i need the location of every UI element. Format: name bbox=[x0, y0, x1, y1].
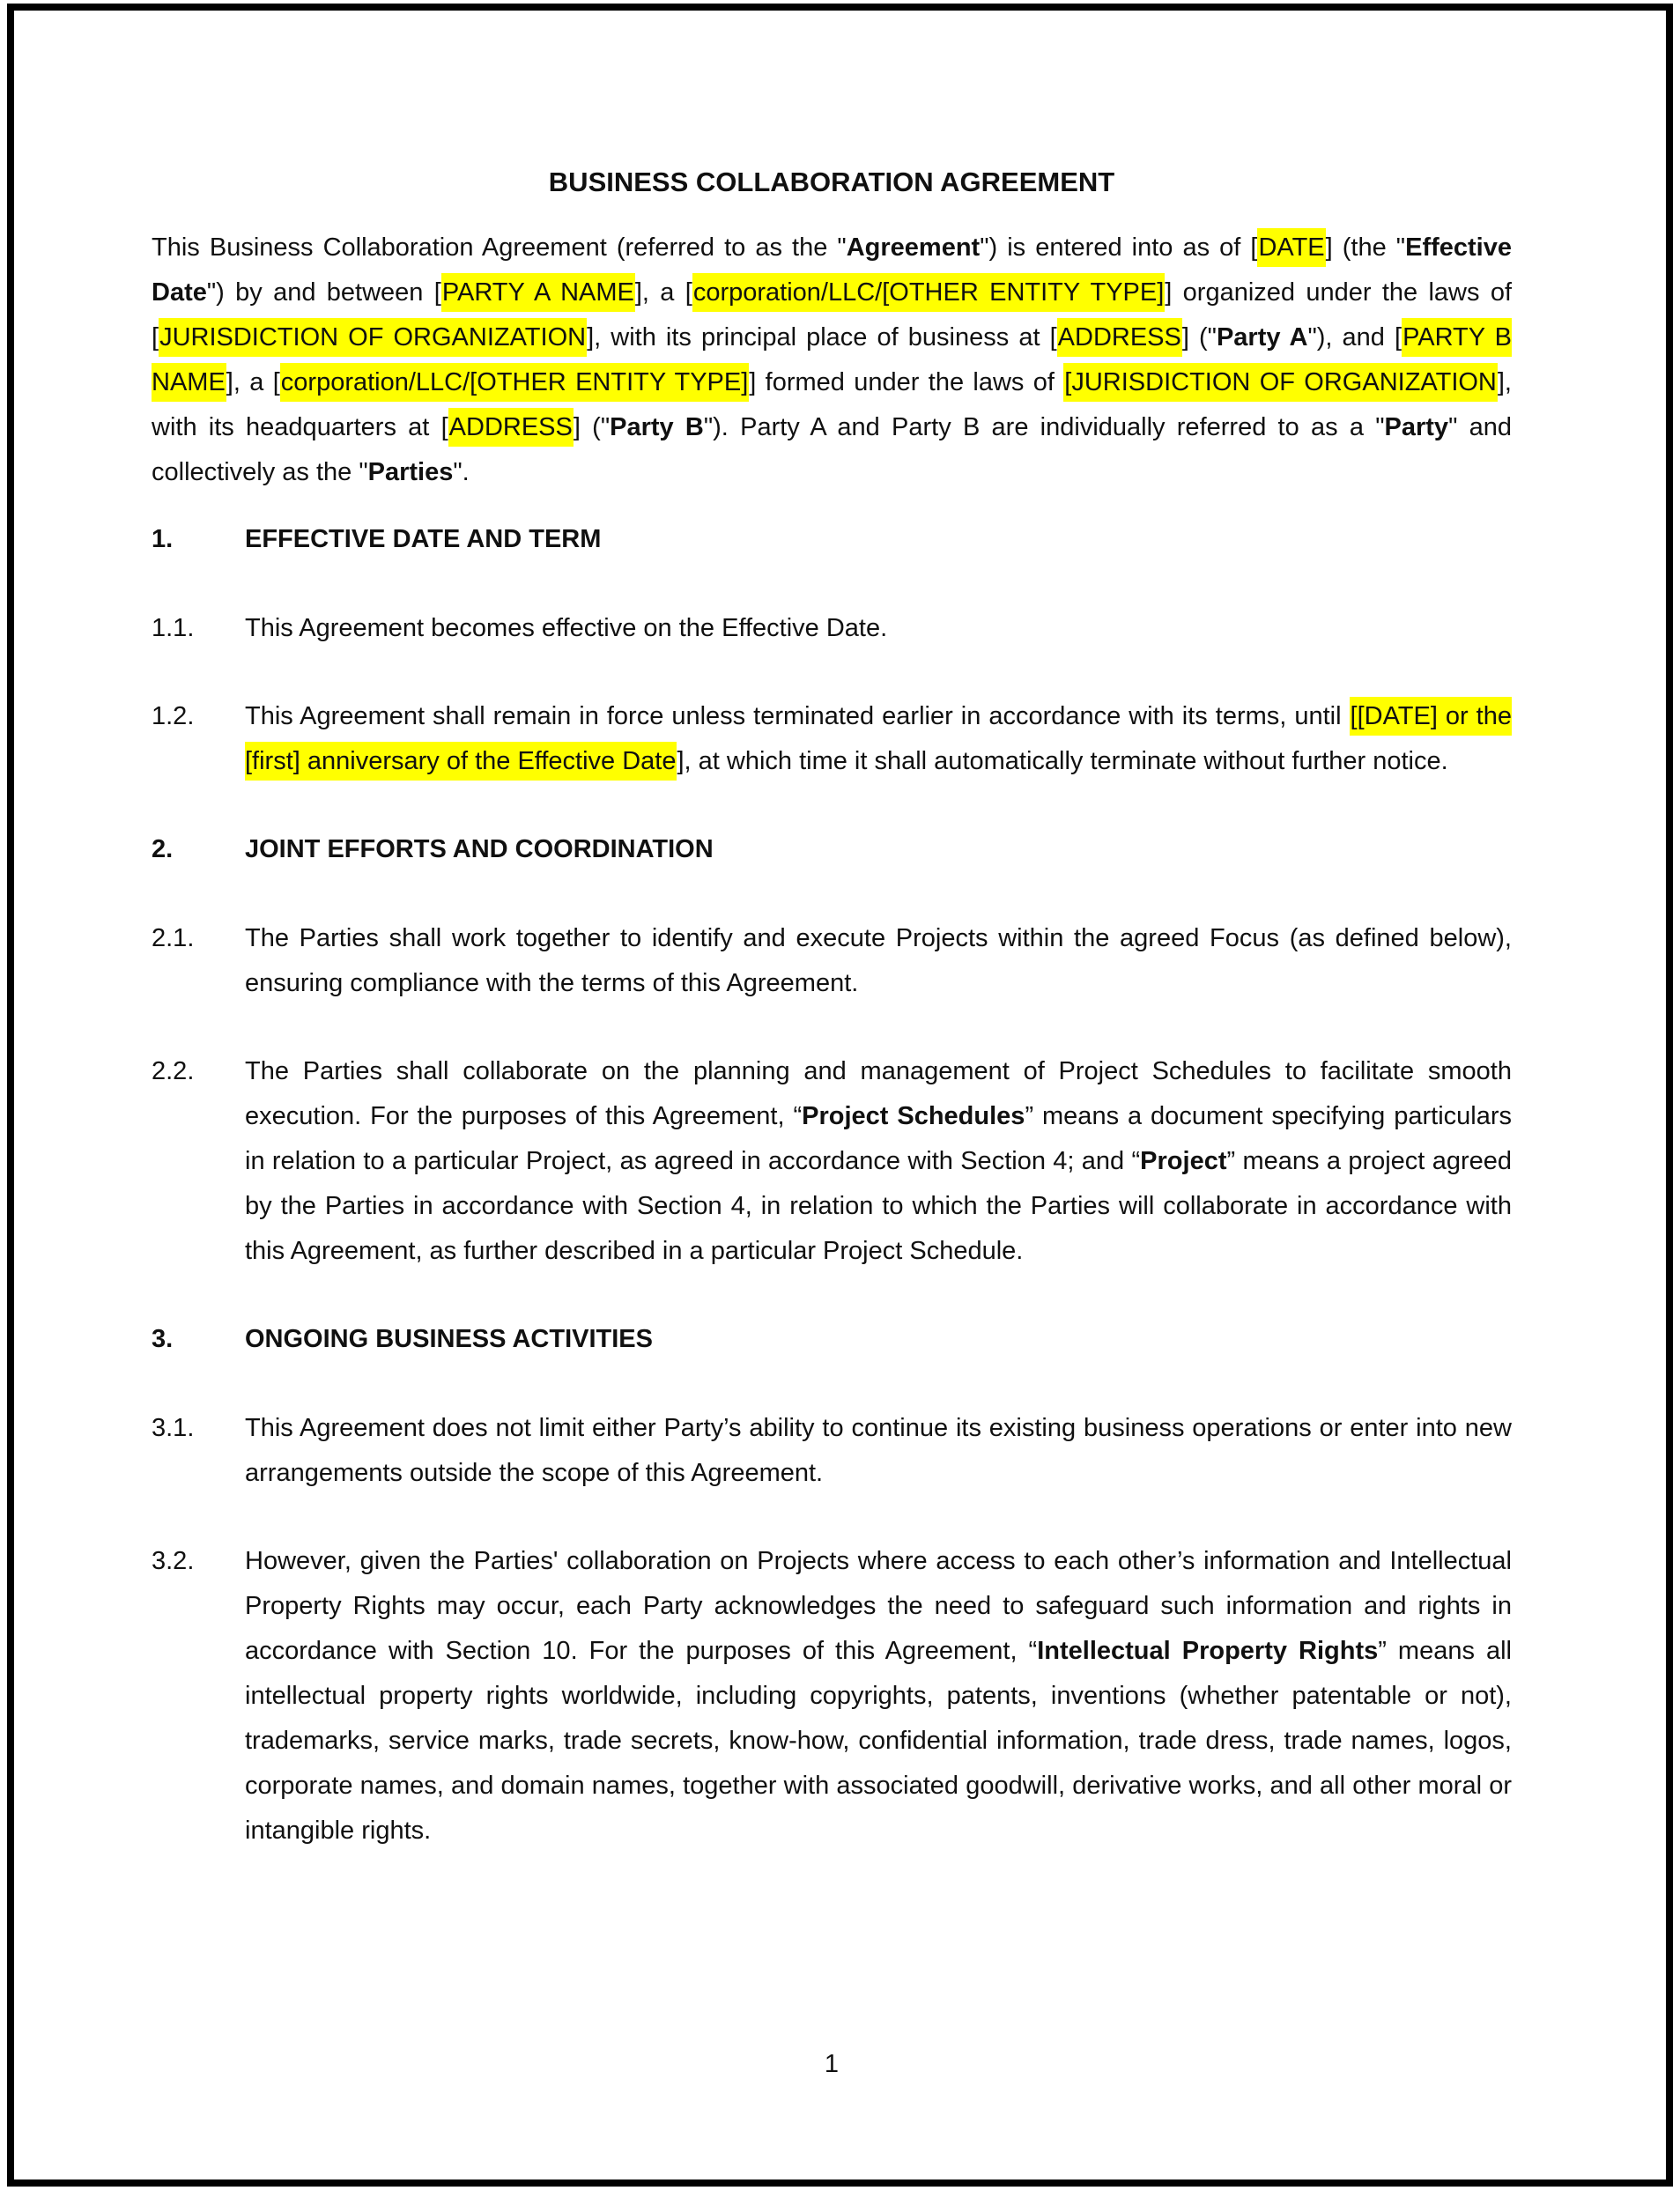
text-run: Party A bbox=[1216, 323, 1308, 352]
highlighted-text-run: corporation/LLC/[OTHER ENTITY TYPE] bbox=[692, 273, 1165, 312]
clause-number: 3.2. bbox=[152, 1547, 195, 1575]
section-2-heading bbox=[152, 827, 1512, 872]
text-run: " and collectively as the " bbox=[152, 413, 1512, 486]
clause-1-1 bbox=[152, 606, 1512, 651]
clause-number: 1.1. bbox=[152, 614, 195, 642]
clause-1-2 bbox=[152, 694, 1512, 784]
text-run: "). Party A and Party B are individually referred to as a " bbox=[703, 413, 1385, 441]
text-run: ] (the " bbox=[1325, 233, 1406, 262]
section-number: 2. bbox=[152, 835, 174, 863]
text-run: ] (" bbox=[573, 413, 611, 441]
clause-3-1 bbox=[152, 1406, 1512, 1496]
clause-text bbox=[245, 1049, 1512, 1274]
text-run: Party B bbox=[610, 413, 704, 441]
text-run: ], a [ bbox=[226, 368, 280, 396]
section-3-heading bbox=[152, 1317, 1512, 1362]
text-run: This Agreement does not limit either Party’s ability to continue its existing business operations or enter into new arrangements outside the scope of this Agreement. bbox=[245, 1414, 1512, 1487]
clause-2-2 bbox=[152, 1049, 1512, 1274]
text-run: ") is entered into as of [ bbox=[980, 233, 1258, 262]
text-run: ] (" bbox=[1181, 323, 1217, 352]
clause-text bbox=[245, 1539, 1512, 1854]
highlighted-text-run: PARTY B NAME bbox=[152, 318, 1512, 402]
text-run: ” means all intellectual property rights worldwide, including copyrights, patents, inventions (whether patentable or not), trademarks, service marks, trade secrets, know-how, confidential information, trade dress, trade names, logos, corporate names, and domain names, together with associated goodwill, derivative works, and all other moral or intangible rights. bbox=[245, 1637, 1513, 1845]
text-run: This Agreement shall remain in force unless terminated earlier in accordance with its terms, until bbox=[245, 702, 1350, 730]
clause-text bbox=[245, 606, 1512, 651]
document-title: BUSINESS COLLABORATION AGREEMENT bbox=[548, 167, 1115, 197]
intro-paragraph bbox=[152, 226, 1512, 495]
clause-text bbox=[245, 1406, 1512, 1496]
clause-3-2 bbox=[152, 1539, 1512, 1854]
text-run: Parties bbox=[367, 458, 454, 486]
section-1-heading bbox=[152, 517, 1512, 562]
clause-number: 2.1. bbox=[152, 924, 195, 952]
section-number: 3. bbox=[152, 1325, 174, 1353]
text-run: Agreement bbox=[846, 233, 981, 262]
section-heading-label: JOINT EFFORTS AND COORDINATION bbox=[245, 835, 714, 863]
highlighted-text-run: DATE bbox=[1257, 228, 1325, 267]
text-run: ” means a project agreed by the Parties in accordance with Section 4, in relation to which the Parties will collaborate in accordance with this Agreement, as further described in a particular Project Schedule. bbox=[245, 1147, 1512, 1265]
text-run: This Agreement becomes effective on the Effective Date. bbox=[245, 614, 888, 642]
text-run: ". bbox=[453, 458, 470, 486]
section-number: 1. bbox=[152, 525, 174, 553]
text-run: Project Schedules bbox=[802, 1102, 1025, 1130]
text-run: This Business Collaboration Agreement (referred to as the " bbox=[152, 233, 847, 262]
text-run: ] organized under the laws of [ bbox=[152, 278, 1513, 352]
highlighted-text-run: [[DATE] or the [first] anniversary of the Effective Date bbox=[245, 697, 1512, 781]
highlighted-text-run: ADDRESS bbox=[448, 408, 574, 447]
clause-text bbox=[245, 694, 1512, 784]
text-run: The Parties shall collaborate on the planning and management of Project Schedules to facilitate smooth execution. For the purposes of this Agreement, “ bbox=[245, 1057, 1512, 1130]
clause-number: 3.1. bbox=[152, 1414, 195, 1442]
clause-number: 2.2. bbox=[152, 1057, 195, 1085]
text-run: ") by and between [ bbox=[206, 278, 441, 307]
text-run: Intellectual Property Rights bbox=[1037, 1637, 1379, 1665]
clause-2-1 bbox=[152, 916, 1512, 1006]
page-number: 1 bbox=[824, 2050, 840, 2078]
highlighted-text-run: [JURISDICTION OF ORGANIZATION bbox=[1063, 363, 1498, 402]
clause-text bbox=[245, 916, 1512, 1006]
text-run: ], a [ bbox=[634, 278, 692, 307]
highlighted-text-run: corporation/LLC/[OTHER ENTITY TYPE] bbox=[280, 363, 750, 402]
text-run: Effective Date bbox=[152, 233, 1512, 307]
text-run: Party bbox=[1384, 413, 1449, 441]
text-run: ], at which time it shall automatically terminate without further notice. bbox=[677, 747, 1448, 775]
highlighted-text-run: ADDRESS bbox=[1057, 318, 1182, 357]
section-heading-label: ONGOING BUSINESS ACTIVITIES bbox=[245, 1325, 653, 1353]
clause-number: 1.2. bbox=[152, 702, 195, 730]
text-run: "), and [ bbox=[1307, 323, 1402, 352]
highlighted-text-run: PARTY A NAME bbox=[441, 273, 635, 312]
text-run: However, given the Parties' collaboration on Projects where access to each other’s information and Intellectual Property Rights may occur, each Party acknowledges the need to safeguard such information and rights in accordance with Section 10. For the purposes of this Agreement, “ bbox=[245, 1547, 1512, 1665]
text-run: ] formed under the laws of bbox=[749, 368, 1064, 396]
text-run: ], with its headquarters at [ bbox=[152, 368, 1512, 441]
text-run: ” means a document specifying particulars in relation to a particular Project, as agreed in accordance with Section 4; and “ bbox=[245, 1102, 1513, 1175]
page-footer bbox=[152, 2042, 1512, 2087]
text-run: Project bbox=[1140, 1147, 1227, 1175]
text-run: The Parties shall work together to identify and execute Projects within the agreed Focus (as defined below), ensuring compliance with the terms of this Agreement. bbox=[245, 924, 1512, 997]
highlighted-text-run: JURISDICTION OF ORGANIZATION bbox=[159, 318, 587, 357]
text-run: ], with its principal place of business at [ bbox=[587, 323, 1057, 352]
section-heading-label: EFFECTIVE DATE AND TERM bbox=[245, 525, 602, 553]
